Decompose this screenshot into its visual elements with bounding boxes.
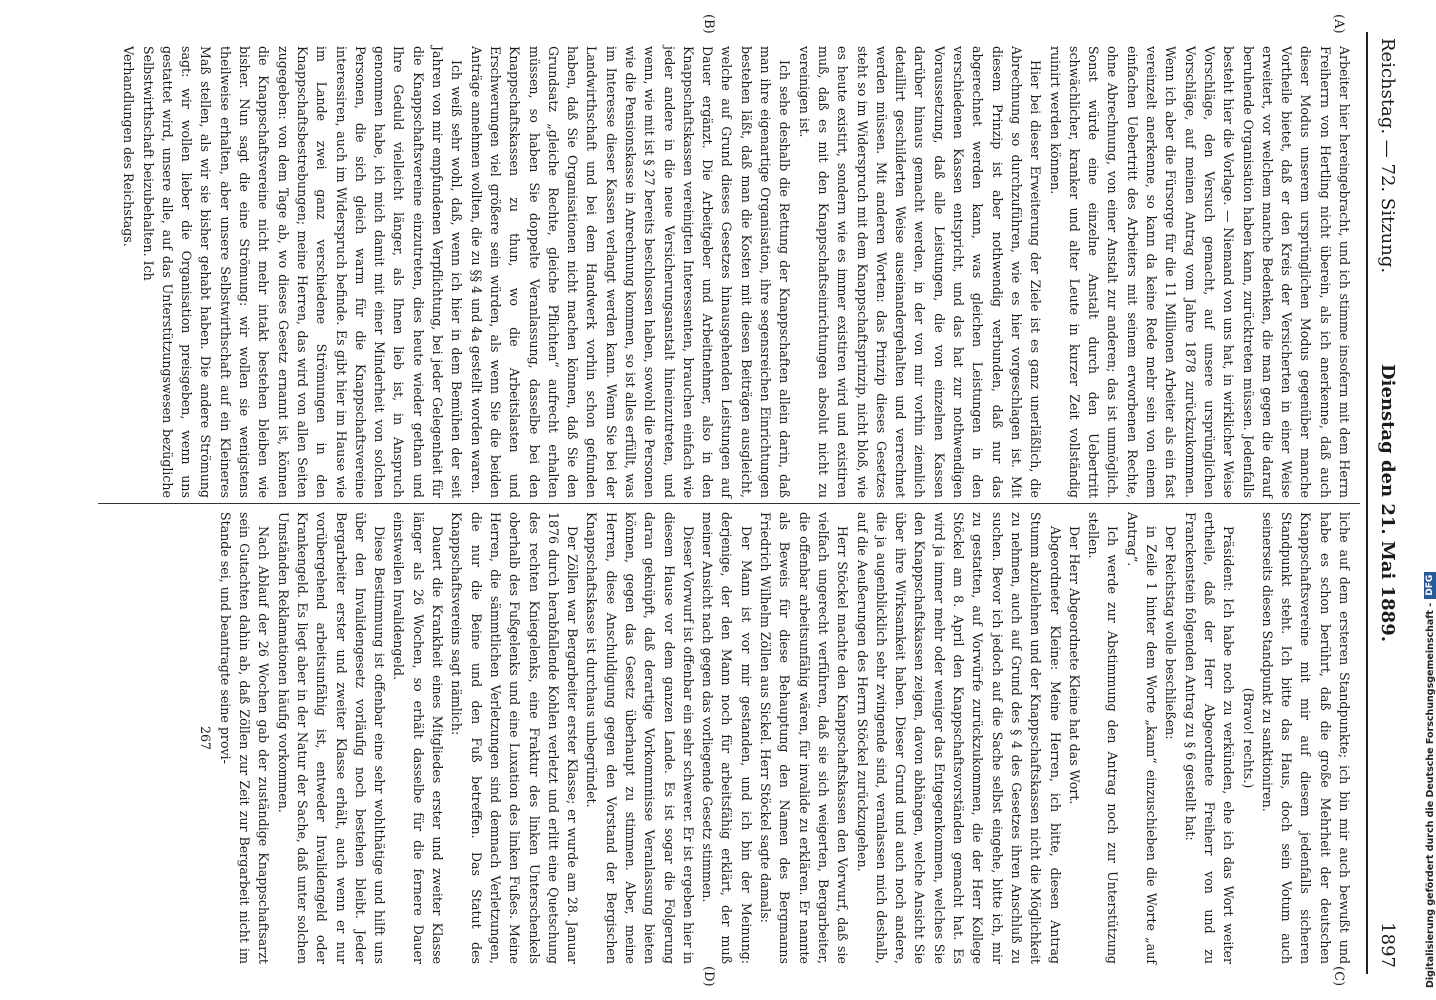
header-left: Reichstag. — 72. Sitzung. (1377, 38, 1398, 274)
column-divider (98, 503, 1360, 504)
header-page-number: 1897 (1377, 922, 1398, 968)
paragraph: liche auf dem ersteren Standpunkte; ich bin mir auch bewußt und habe es schon berührt, daß die große Mehrheit der deutschen Knappschaftsvereine mit mir auf diesem jedenfalls sicheren Standpunkt steht. Ich bitte das Haus, doch sein Votum auch seinerseits diesen Standpunkt zu sanktioniren. (1259, 512, 1352, 964)
digitization-credit (1424, 572, 1436, 988)
applause-note: (Bravo! rechts.) (1240, 687, 1256, 789)
paragraph: Der Zöllen war Bergarbeiter erster Klasse; er wurde am 28. Januar 1876 durch herabfallende Kohlen verletzt und erlitt eine Quetschung des rechten Kniegelenks, eine Fraktur des linken Unterschenkels oberhalb des Fußgelenks und eine Luxation des linken Fußes. Meine Herren, die sämmtlichen Verletzungen sind demnach Verletzungen, die nur die Beine und den Fuß betreffen. Das Statut des Knappschaftsvereins sagt nämlich: (449, 512, 581, 964)
paragraph: Abgeordneter Kleine: Meine Herren, ich bitte, diesen Antrag Stumm abzulehnen und der Knappschaftskassen nicht die Möglichkeit zu nehmen, auch auf Grund des § 4 des Gesetzes ihren Anschluß zu suchen. Bevor ich jedoch auf die Sache selbst eingehe, bitte ich, mir zu gestatten, auf Vorwürfe zurückzukommen, die der Herr Kollege Stöckel am 8. April den Knappschaftsvorständen gemacht hat. Es wird ja immer mehr oder weniger das Entgegenkommen, welches Sie den Knappschaftskassen zeigen, davon abhängen, welche Ansicht Sie über ihre Wirksamkeit haben. Dieser Grund und auch noch andere, die ja augenblicklich sehr zwingende sind, veranlassen mich deshalb, auf die Aeußerungen des Herrn Stöckel zurückzugehen. (854, 512, 1063, 964)
left-column (104, 46, 1354, 498)
margin-mark-c: (C) (1331, 966, 1346, 987)
paragraph: Der Reichstag wolle beschließen: (1163, 526, 1179, 740)
header-rule (1366, 32, 1368, 974)
paragraph: Ich werde zur Abstimmung den Antrag noch zur Unterstützung stellen. (1086, 512, 1121, 964)
paragraph: Der Herr Abgeordnete Kleine hat das Wort. (1066, 526, 1082, 805)
running-header (1372, 28, 1402, 978)
paragraph: Ich sehe deshalb die Rettung der Knappschaften allein darin, daß man ihre eigenartige Organisation, ihre segensreichen Einrichtungen bestehen läßt, daß man die Kosten mit diesen Beiträgen ausgleicht, welche auf Grund dieses Gesetzes hinausgehenden Leistungen auf Dauer ergänzt. Die Arbeitgeber und Arbeitnehmer, also in den Knappschaftskassen vereinigten Interessenten, brauchen einfach wie jeder andere in die neue Versicherungsanstalt hineinzutreten, und wenn, wie mit ist § 27 bereits beschlossen haben, sowohl die Personen wie die Pensionskasse in Anrechnung kommen, so ist alles erfüllt, was im Interesse dieser Kassen verlangt werden kann. Wenn Sie bei der Landwirthschaft und bei dem Handwerk vorhin schon gefunden haben, daß Sie Organisationen nicht machen können, daß Sie den Grundsatz „gleiche Rechte, gleiche Pflichten“ aufrecht erhalten müssen, so haben Sie doppelte Veranlassung, dasselbe bei den Knappschaftskassen zu thun, wo die Arbeitslasten und Erschwerungen viel größere sein würden, als wenn Sie die beiden Anträge annehmen wollten, die zu §§ 4 und 4a gestellt worden waren. (468, 46, 793, 498)
paragraph: in Zeile 1 hinter dem Worte „kann“ einzuschieben die Worte „auf Antrag“. (1124, 512, 1160, 964)
dfg-logo: DFG (1424, 572, 1436, 599)
page-footer-number: 267 (198, 725, 214, 751)
right-column (104, 512, 1354, 964)
credit-text: Digitalisierung gefördert durch die Deutsche Forschungsgemeinschaft - (1424, 602, 1436, 988)
paragraph: Arbeiter hier hereingebracht, und ich stimme insofern mit dem Herrn Freiherrn von Hertling nicht überein, als ich anerkenne, daß auch dieser Modus unserem ursprünglichen Modus gegenüber manche Vortheile bietet, daß er den Kreis der Versicherten in einer Weise erweitert, vor welchem manche Bedenken, die man gegen die darauf beruhende Organisation haben kann, zurücktreten müssen. Jedenfalls besteht hier die Vorlage. — Niemand von uns hat, in wirklicher Weise Vorschläge, den Versuch gemacht, auf unsere ursprünglichen Vorschläge, auf meinen Antrag vom Jahre 1878 zurückzukommen. Wenn ich aber die Fürsorge für die 11 Millionen Arbeiter als ein fast vereinzelt anerkenne, so kann da keine Rede mehr sein von einem einfachen Uebertritt des Arbeiters mit seinem erworbenen Rechte, ohne Abrechnung, von einer Anstalt zur anderen; das ist unmöglich. Sonst würde eine einzelne Anstalt durch den Uebertritt schwächlicher, kranker und alter Leute in kurzer Zeit vollständig ruinirt werden können. (1047, 46, 1352, 498)
margin-mark-a: (A) (1331, 14, 1346, 34)
header-date: Dienstag den 21. Mai 1889. (1377, 364, 1398, 642)
paragraph: Diese Bestimmung ist offenbar eine sehr wohlthätige und hilft uns über den Invalidengesetz vorläufig noch bestehen bleibt. Jeder Bergarbeiter erster und zweiter Klasse erhält, auch wenn er nur vorübergehend arbeitsunfähig ist, entweder Invalidengeld oder Krankengeld. Es liegt aber in der Natur der Sache, daß unter solchen Umständen Reklamationen häufig vorkommen. (275, 512, 388, 964)
paragraph: Hier bei dieser Erweiterung der Ziele ist es ganz unerläßlich, die Abrechnung so durchzuführen, wie es hier vorgeschlagen ist. Mit diesem Prinzip ist aber nothwendig verbunden, daß nur das abgerechnet werden kann, was gleichen Leistungen in den verschiedenen Kassen entspricht, und das hat zur nothwendigen Voraussetzung, daß alle Leistungen, die von einzelnen Kassen darüber hinaus gemacht werden, in der von mir vorhin ziemlich detaillirt geschilderten Weise auseinandergehalten und verrechnet werden müssen. Mit anderen Worten: das Prinzip dieses Gesetzes steht so im Widerspruch mit dem Knappschaftsprinzip, nicht bloß, wie es heute existirt, sondern wie es immer existiren wird und existiren muß, daß es mit den Knappschaftseinrichtungen absolut nicht zu vereinigen ist. (796, 46, 1044, 498)
quotation: Der Mann ist vor mir gestanden, und ich bin der Meinung: derjenige, der den Mann noch für arbeitsfähig erklärt, der muß meiner Ansicht nach gegen das vorliegende Gesetz stimmen. (700, 512, 754, 964)
margin-mark-b: (B) (701, 14, 716, 34)
paragraph: Ich weiß sehr wohl, daß, wenn ich hier in dem Bemühen der seit Jahren von mir empfundenen Verpflichtung, bei jeder Gelegenheit für die Knappschaftsvereine einzutreten, dies heute wieder gethan und Ihre Geduld vielleicht länger, als Ihnen lieb ist, in Anspruch genommen habe, ich mich damit mit einer Minderheit von solchen Personen, die sich gleich warm für die Knappschaftsvereine interessiren, auch im Widerspruch befinde. Es gibt hier im Hause wie im Lande zwei ganz verschiedene Strömungen in den Knappschaftsbestrebungen; meine Herren, das wird von allen Seiten zugegeben: von dem Tage ab, wo dieses Gesetz ernannt ist, können die Knappschaftsvereine nicht mehr intakt bestehen bleiben wie bisher. Nun sagt die eine Strömung: wir wollen sie wenigstens theilweise erhalten, aber unsere Selbstwirthschaft auf ein Kleineres Maß stellen, als wir sie bisher gehabt haben. Die andere Strömung sagt: wir wollen lieber die Organisation preisgeben, wenn uns gestattet wird, unsere alle, auf das Unterstützungswesen bezügliche Selbstwirthschaft beizubehalten. Ich (140, 46, 465, 498)
page-content (66, 8, 1416, 998)
paragraph: Dieser Vorwurf ist offenbar ein sehr schwerer. Er ist ergeben hier in diesem Hause vor dem ganzen Lande. Es ist sogar die Folgerung daran geknüpft, daß derartige Vorkommnisse Veranlassung bieten können, gegen das Gesetz überhaupt zu stimmen. Aber, meine Herren, diese Anschuldigung gegen den Vorstand der Bergischen Knappschaftskasse ist durchaus unbegründet. (584, 512, 696, 964)
paragraph: Nach Ablauf der 26 Wochen gab der zuständige Knappschaftsarzt sein Gutachten dahin ab, daß Zöllen zur Zeit zur Bergarbeit nicht im Stande sei, und beantragte seine provi- (217, 512, 272, 964)
quotation: Dauert die Krankheit eines Mitgliedes erster und zweiter Klasse länger als 26 Wochen, so erhält dasselbe für die fernere Dauer einstweilen Invalidengeld. (391, 512, 446, 964)
margin-mark-d: (D) (701, 966, 716, 987)
paragraph: Präsident: Ich habe noch zu verkünden, ehe ich das Wort weiter ertheile, daß der Herr Abgeordnete Freiherr von und zu Franckenstein folgenden Antrag zu § 6 gestellt hat: (1182, 512, 1237, 964)
footer-note: Verhandlungen des Reichstags. (121, 46, 137, 247)
paragraph: Herr Stöckel machte den Knappschaftskassen den Vorwurf, daß sie vielfach ungerecht verführen, daß sie sich weigerten, Bergarbeiter, die offenbar arbeitsunfähig wären, für invalide zu erklären. Er nannte als Beweis für diese Behauptung den Namen des Bergmanns Friedrich Wilhelm Zöllen aus Sickel. Herr Stöckel sagte damals: (758, 512, 851, 964)
